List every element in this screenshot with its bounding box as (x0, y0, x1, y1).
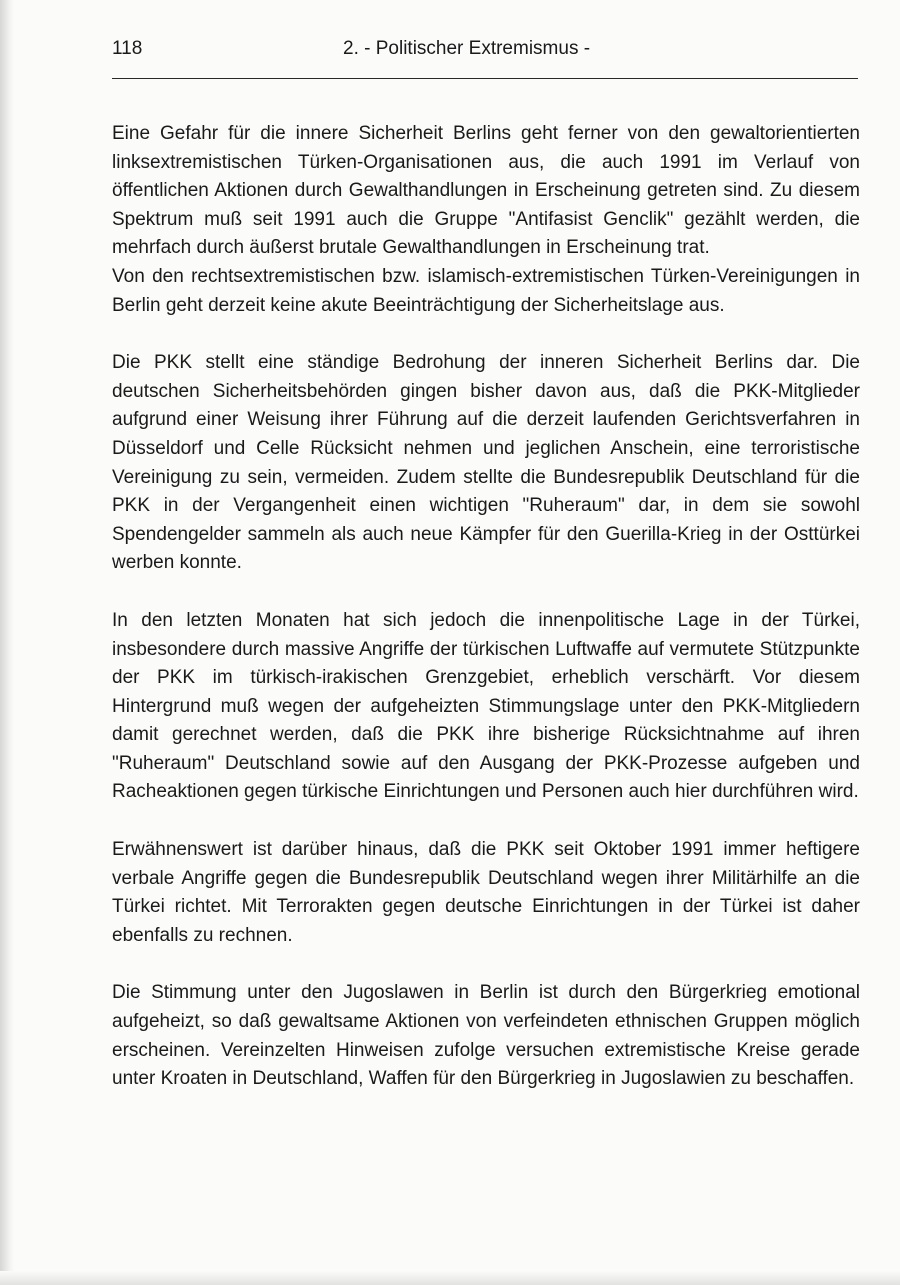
body-text (112, 120, 860, 1123)
page-binding-shadow (0, 0, 14, 1285)
page-header (112, 34, 858, 64)
paragraph-3: Die PKK stellt eine ständige Bedrohung der inneren Sicherheit Berlins dar. Die deutschen Sicherheitsbehörden gingen bisher davon aus, daß die PKK-Mitglieder aufgrund einer Weisung ihrer Führung auf die derzeit laufenden Gerichtsverfahren in Düsseldorf und Celle Rücksicht nehmen und jeglichen Anschein, eine terroristische Vereinigung zu sein, vermeiden. Zudem stellte die Bundesrepublik Deutschland für die PKK in der Vergangenheit einen wichtigen "Ruheraum" dar, in dem sie sowohl Spendengelder sammeln als auch neue Kämpfer für den Guerilla-Krieg in der Osttürkei werben konnte. (112, 352, 860, 574)
page-bottom-edge (0, 1271, 900, 1285)
paragraph-6: Die Stimmung unter den Jugoslawen in Berlin ist durch den Bürgerkrieg emotional aufgeheizt, so daß gewaltsame Aktionen von verfeindeten ethnischen Gruppen möglich erscheinen. Vereinzelten Hinweisen zufolge versuchen extremistische Kreise gerade unter Kroaten in Deutschland, Waffen für den Bürgerkrieg in Jugoslawien zu beschaffen. (112, 982, 860, 1090)
page-number: 118 (112, 38, 143, 59)
header-rule (112, 78, 858, 79)
paragraph-2: Von den rechtsextremistischen bzw. islamisch-extremistischen Türken-Vereinigungen in Berlin geht derzeit keine akute Beeinträchtigung der Sicherheitslage aus. (112, 265, 860, 316)
paragraph-5: Erwähnenswert ist darüber hinaus, daß die PKK seit Oktober 1991 immer heftigere verbale Angriffe gegen die Bundesrepublik Deutschland wegen ihrer Militärhilfe an die Türkei richtet. Mit Terrorakten gegen deutsche Einrichtungen in der Türkei ist daher ebenfalls zu rechnen. (112, 839, 860, 946)
paragraph-4: In den letzten Monaten hat sich jedoch die innenpolitische Lage in der Türkei, insbesondere durch massive Angriffe der türkischen Luftwaffe auf vermutete Stützpunkte der PKK im türkisch-irakischen Grenzgebiet, erheblich verschärft. Vor diesem Hintergrund muß wegen der aufgeheizten Stimmungslage unter den PKK-Mitgliedern damit gerechnet werden, daß die PKK ihre bisherige Rücksichtnahme auf ihren "Ruheraum" Deutschland sowie auf den Ausgang der PKK-Prozesse aufgeben und Racheaktionen gegen türkische Einrichtungen und Personen auch hier durchführen wird. (112, 609, 860, 803)
paragraph-1: Eine Gefahr für die innere Sicherheit Berlins geht ferner von den gewaltorientierten linksextremistischen Türken-Organisationen aus, die auch 1991 im Verlauf von öffentlichen Aktionen durch Gewalthandlungen in Erscheinung getreten sind. Zu diesem Spektrum muß seit 1991 auch die Gruppe "Antifasist Genclik" gezählt werden, die mehrfach durch äußerst brutale Gewalthandlungen in Erscheinung trat. (112, 123, 860, 259)
running-head: 2. - Politischer Extremismus - (343, 38, 591, 59)
